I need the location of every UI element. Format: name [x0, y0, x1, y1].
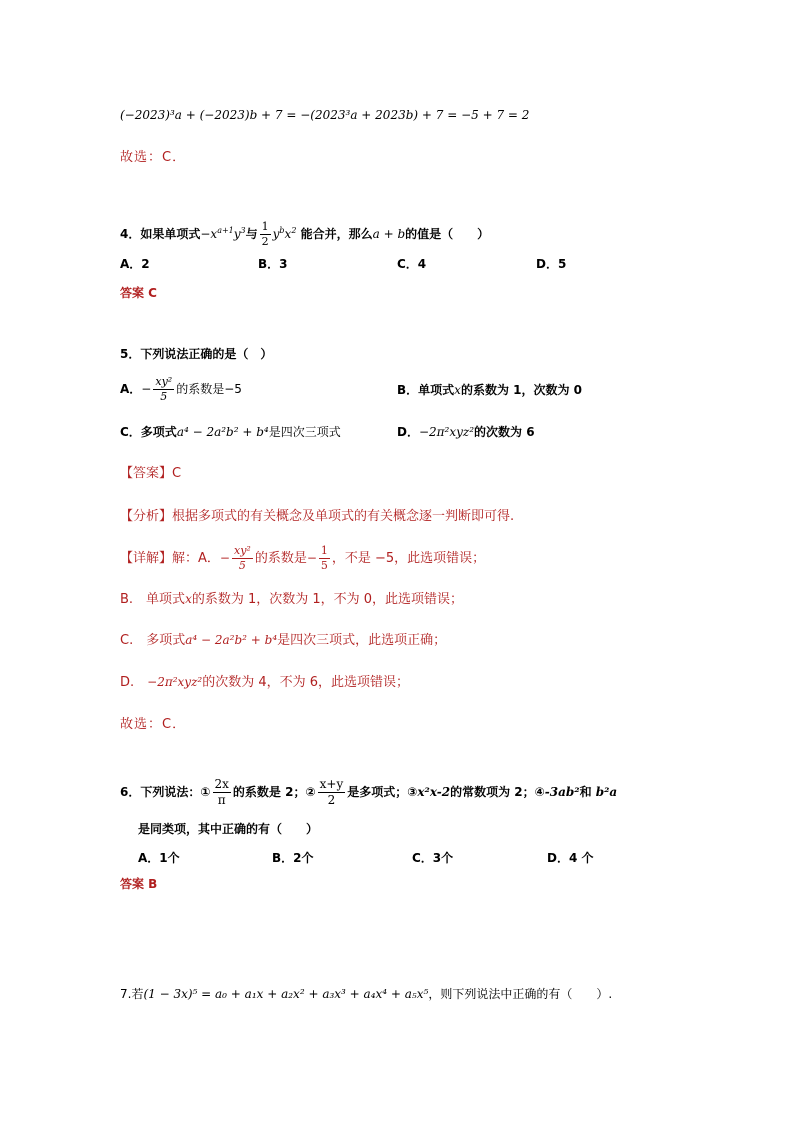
q5-detail-d: D. −2π²xyz²的次数为 4，不为 6，此选项错误；: [120, 675, 410, 690]
q6-answer: 答案 B: [120, 877, 158, 891]
q5-detail-a: 【详解】解：A．− $\frac{\text{xy²}}{5}$ 的系数是− $\frac{1}{5}$ ，不是 −5，此选项错误；: [120, 544, 486, 573]
fraction-x-plus-y-over-2: $\frac{x+y}{2}$: [319, 777, 344, 808]
q6-option-d: D．4 个: [547, 851, 594, 865]
q5-conclusion: 故选：C．: [120, 717, 187, 732]
question-5-stem: 5．下列说法正确的是（ ）: [120, 347, 273, 361]
question-6-stem: 6．下列说法：① $\frac{2x}{\pi}$ 的系数是 2；② $\frac{x+y}{2}$ 是多项式；③x²x-2的常数项为 2；④-3ab²和 b²a: [120, 777, 618, 808]
q6-option-b: B．2个: [272, 851, 314, 865]
equation-line: (−2023)³a + (−2023)b + 7 = −(2023³a + 2023b) + 7 = −5 + 7 = 2: [120, 108, 530, 122]
q4-option-b: B．3: [258, 257, 288, 271]
q4-answer: 答案 C: [120, 286, 157, 300]
q5-option-d: D．−2π²xyz²的次数为 6: [397, 425, 535, 439]
conclusion-line: 故选：C．: [120, 150, 187, 165]
q4-option-d: D．5: [536, 257, 567, 271]
fraction-2x-over-pi: $\frac{2x}{\pi}$: [214, 777, 229, 808]
q5-detail-c: C. 多项式a⁴ − 2a²b² + b⁴是四次三项式，此选项正确；: [120, 633, 447, 648]
q6-option-c: C．3个: [412, 851, 454, 865]
question-6-stem-line2: 是同类项，其中正确的有（ ）: [138, 822, 319, 836]
fraction-one-half: $\frac{1}{2}$: [261, 220, 269, 249]
q5-option-a: A．− $\frac{\text{xy²}}{5}$ 的系数是−5: [120, 375, 242, 404]
q5-answer: 【答案】C: [120, 466, 182, 481]
q5-detail-b: B. 单项式x的系数为 1，次数为 1，不为 0，此选项错误；: [120, 592, 464, 607]
q4-option-c: C．4: [397, 257, 427, 271]
question-4-stem: 4．如果单项式$-x^{a+1}y^3$与 $\frac{1}{2}$ $y^bx^2$ 能合并，那么a + b的值是（ ）: [120, 220, 490, 249]
q4-option-a: A．2: [120, 257, 150, 271]
q5-option-b: B．单项式x的系数为 1，次数为 0: [397, 383, 582, 397]
question-7-stem: 7.若(1 − 3x)⁵ = a₀ + a₁x + a₂x² + a₃x³ + a₄x⁴ + a₅x⁵，则下列说法中正确的有（ ）.: [120, 987, 613, 1001]
q5-option-c: C．多项式a⁴ − 2a²b² + b⁴是四次三项式: [120, 425, 341, 439]
q6-option-a: A．1个: [138, 851, 180, 865]
q5-analysis: 【分析】根据多项式的有关概念及单项式的有关概念逐一判断即可得.: [120, 509, 515, 524]
